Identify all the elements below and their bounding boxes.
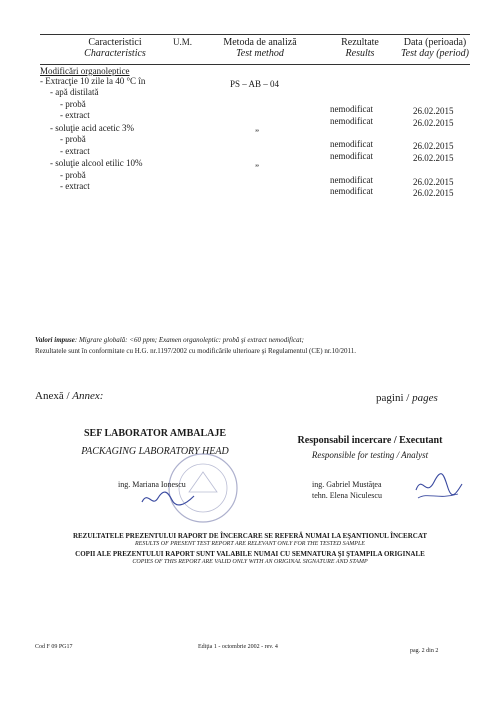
section-title: Modificări organoleptice bbox=[40, 66, 130, 76]
footer-page: pag. 2 din 2 bbox=[410, 648, 439, 654]
table-row-result: nemodificat bbox=[330, 175, 373, 185]
imposed-values-text: : Migrare globală: <60 ppm; Examen organoleptic: probă şi extract nemodificat; bbox=[74, 336, 304, 344]
imposed-values-label: Valori impuse bbox=[35, 336, 75, 344]
table-row-label: - apă distilată bbox=[50, 87, 99, 97]
responsible-title: Responsabil incercare / Executant bbox=[297, 435, 443, 446]
method-code: PS – AB – 04 bbox=[230, 79, 280, 89]
table-row-label: - extract bbox=[60, 146, 90, 156]
lab-head-name: ing. Mariana Ionescu bbox=[118, 480, 186, 489]
head-signature-icon bbox=[138, 488, 198, 510]
table-row-date: 26.02.2015 bbox=[413, 141, 454, 151]
lab-head-title-en: PACKAGING LABORATORY HEAD bbox=[81, 446, 229, 457]
table-row-label: - probă bbox=[60, 170, 86, 180]
ditto-mark: ” bbox=[255, 163, 259, 173]
ditto-mark: ” bbox=[255, 128, 259, 138]
col-header-date-en: Test day (period) bbox=[401, 48, 469, 59]
disclaimer-line2-en: COPIES OF THIS REPORT ARE VALID ONLY WITH AN ORIGINAL SIGNATURE AND STAMP bbox=[132, 559, 368, 565]
col-header-characteristics-ro: Caracteristici bbox=[88, 37, 142, 48]
disclaimer-line1: REZULTATELE PREZENTULUI RAPORT DE ÎNCERCARE SE REFERĂ NUMAI LA EŞANTIONUL ÎNCERCAT bbox=[72, 532, 428, 540]
table-row-label: - extract bbox=[60, 110, 90, 120]
table-row-label: - soluţie alcool etilic 10% bbox=[50, 158, 143, 168]
table-top-rule bbox=[40, 34, 470, 35]
col-header-method-en: Test method bbox=[236, 48, 284, 59]
pages-label: pagini / pages bbox=[376, 392, 438, 404]
responsible-title-en: Responsible for testing / Analyst bbox=[311, 450, 429, 460]
col-header-results-en: Results bbox=[345, 48, 375, 59]
table-row-result: nemodificat bbox=[330, 186, 373, 196]
table-row-label: - soluţie acid acetic 3% bbox=[50, 123, 134, 133]
annex-label: Anexă / Annex: bbox=[35, 390, 104, 402]
table-row-date: 26.02.2015 bbox=[413, 106, 454, 116]
pages-label-ro: pagini bbox=[376, 392, 404, 404]
annex-label-en: Annex: bbox=[72, 390, 104, 402]
table-header-rule bbox=[40, 64, 470, 65]
lab-head-title: SEF LABORATOR AMBALAJE bbox=[83, 428, 227, 439]
col-header-results-ro: Rezultate bbox=[341, 37, 379, 48]
col-header-characteristics-en: Characteristics bbox=[84, 48, 146, 59]
footer-edition: Ediţia 1 - octombrie 2002 - rev. 4 bbox=[198, 644, 278, 650]
table-row-date: 26.02.2015 bbox=[413, 177, 454, 187]
col-header-results bbox=[325, 37, 395, 59]
table-row-result: nemodificat bbox=[330, 116, 373, 126]
table-row-label: - probă bbox=[60, 99, 86, 109]
footer-code: Cod F 09 PG17 bbox=[35, 644, 73, 650]
table-row-label: - extract bbox=[60, 181, 90, 191]
annex-label-ro: Anexă bbox=[35, 390, 64, 402]
analyst-name-2: tehn. Elena Niculescu bbox=[312, 491, 382, 500]
table-row-date: 26.02.2015 bbox=[413, 118, 454, 128]
col-header-method bbox=[205, 37, 315, 59]
table-row-date: 26.02.2015 bbox=[413, 188, 454, 198]
conformity-statement: Rezultatele sunt în conformitate cu H.G. nr.1197/2002 cu modificările ulterioare şi Regulamentul (CE) nr.10/2011. bbox=[35, 347, 357, 355]
table-row-date: 26.02.2015 bbox=[413, 153, 454, 163]
table-row-result: nemodificat bbox=[330, 151, 373, 161]
col-header-method-ro: Metoda de analiză bbox=[223, 37, 297, 48]
analyst-name-1: ing. Gabriel Mustăţea bbox=[312, 480, 382, 489]
disclaimer-line1-en: RESULTS OF PRESENT TEST REPORT ARE RELEVANT ONLY FOR THE TESTED SAMPLE bbox=[135, 541, 365, 547]
col-header-date bbox=[395, 37, 475, 59]
col-header-characteristics bbox=[60, 37, 170, 59]
col-header-date-ro: Data (perioada) bbox=[403, 37, 467, 48]
table-row-result: nemodificat bbox=[330, 104, 373, 114]
col-header-um: U.M. bbox=[173, 37, 193, 47]
table-row-result: nemodificat bbox=[330, 139, 373, 149]
disclaimer-line2: COPII ALE PREZENTULUI RAPORT SUNT VALABILE NUMAI CU SEMNATURA ŞI ŞTAMPILA ORIGINALE bbox=[75, 550, 425, 558]
table-row-label: - Extracţie 10 zile la 40 °C în bbox=[40, 76, 146, 86]
pages-label-en: pages bbox=[412, 392, 438, 404]
imposed-values bbox=[35, 336, 304, 344]
analyst-signature-icon bbox=[412, 470, 464, 504]
table-row-label: - probă bbox=[60, 134, 86, 144]
